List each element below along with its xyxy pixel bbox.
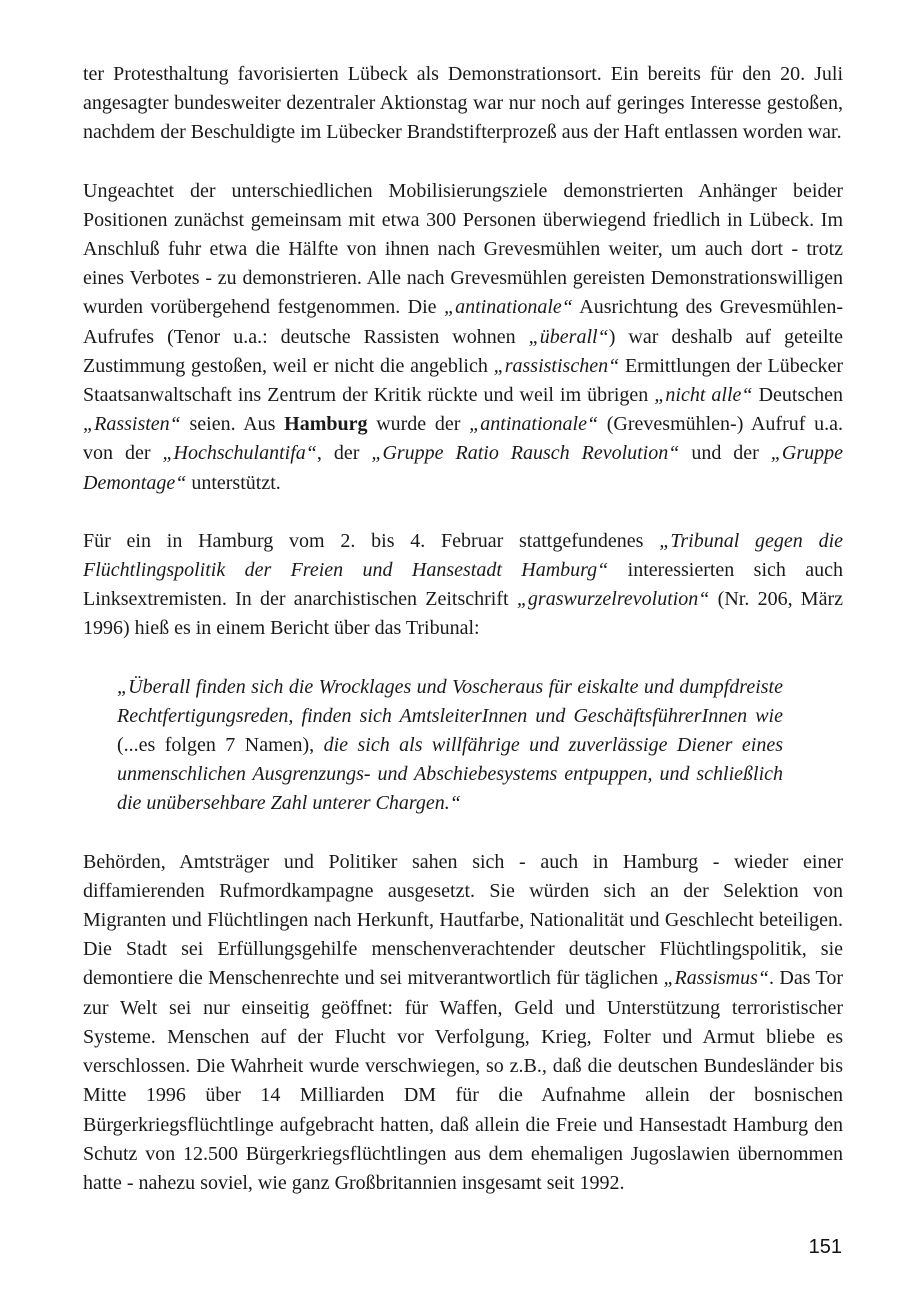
- emphasis-hochschulantifa: „Hochschulantifa“: [162, 442, 317, 465]
- emphasis-rassismus: „Rassismus“: [663, 967, 770, 990]
- emphasis-rassisten: „Rassisten“: [83, 413, 181, 436]
- page-number: 151: [808, 1236, 842, 1258]
- emphasis-antinationale-2: „antinationale“: [469, 413, 599, 436]
- emphasis-graswurzelrevolution: „graswurzelrevolution“: [516, 588, 710, 611]
- paragraph-protest-location: ter Protesthaltung favorisierten Lübeck als Demonstrationsort. Ein bereits für den 20. Juli angesagter bundesweiter dezentraler Aktionstag war nur noch auf geringes Interesse gestoßen, nachdem der Beschuldigte im Lübecker Brandstifterprozeß aus der Haft entlassen worden war.: [83, 63, 843, 144]
- emphasis-rassistischen: „rassistischen“: [493, 354, 620, 377]
- emphasis-gruppe-ratio: „Gruppe Ratio Rausch Revolution“: [371, 442, 680, 465]
- bold-hamburg: Hamburg: [284, 413, 368, 436]
- paragraph-demonstration-luebeck: Ungeachtet der unterschiedlichen Mobilisierungsziele demonstrierten Anhänger beider Positionen zunächst gemeinsam mit etwa 300 Personen überwiegend friedlich in Lübeck. Im Anschluß fuhr etwa die Hälfte von ihnen nach Grevesmühlen weiter, um auch dort - trotz eines Verbotes - zu demonstrieren. Alle nach Grevesmühlen gereisten Demonstrationswilligen wurden vorübergehend festgenommen. Die „antinationale“ Ausrichtung des Grevesmühlen-Aufrufes (Tenor u.a.: deutsche Rassisten wohnen „überall“) war deshalb auf geteilte Zustimmung gestoßen, weil er nicht die angeblich „rassistischen“ Ermittlungen der Lübecker Staatsanwaltschaft ins Zentrum der Kritik rückte und weil im übrigen „nicht alle“ Deutschen „Rassisten“ seien. Aus Hamburg wurde der „antinationale“ (Grevesmühlen-) Aufruf u.a. von der „Hochschulantifa“, der „Gruppe Ratio Rausch Revolution“ und der „Gruppe Demontage“ unterstützt.: [83, 179, 843, 494]
- emphasis-gruppe-demontage: „Gruppe Demontage“: [83, 442, 843, 494]
- paragraph-rufmordkampagne: Behörden, Amtsträger und Politiker sahen sich - auch in Hamburg - wieder einer diffamierenden Rufmordkampagne ausgesetzt. Sie würden sich an der Selektion von Migranten und Flüchtlingen nach Herkunft, Hautfarbe, Nationalität und Geschlecht beteiligen. Die Stadt sei Erfüllungsgehilfe menschenverachtender deutscher Flüchtlingspolitik, sie demontiere die Menschenrechte und sei mitverantwortlich für täglichen „Rassismus“. Das Tor zur Welt sei nur einseitig geöffnet: für Waffen, Geld und Unterstützung terroristischer Systeme. Menschen auf der Flucht vor Verfolgung, Krieg, Folter und Armut bliebe es verschlossen. Die Wahrheit wurde verschwiegen, so z.B., daß die deutschen Bundesländer bis Mitte 1996 über 14 Milliarden DM für die Aufnahme allein der bosnischen Bürgerkriegsflüchtlinge aufgebracht hatten, daß allein die Freie und Hansestadt Hamburg den Schutz von 12.500 Bürgerkriegsflüchtlingen aus dem ehemaligen Jugoslawien übernommen hatte - nahezu soviel, wie ganz Großbritannien insgesamt seit 1992.: [83, 850, 843, 1194]
- emphasis-tribunal-title: „Tribunal gegen die Flüchtlingspolitik der Freien und Hansestadt Hamburg“: [83, 529, 843, 582]
- emphasis-nicht-alle: „nicht alle“: [654, 384, 753, 407]
- emphasis-antinationale: „antinationale“: [444, 296, 573, 319]
- emphasis-ueberall: „überall“: [528, 325, 609, 348]
- paragraph-tribunal: Für ein in Hamburg vom 2. bis 4. Februar stattgefundenes „Tribunal gegen die Flüchtlingspolitik der Freien und Hansestadt Hamburg“ interessierten sich auch Linksextremisten. In der anarchistischen Zeitschrift „graswurzelrevolution“ (Nr. 206, März 1996) hieß es in einem Bericht über das Tribunal:: [83, 529, 843, 640]
- block-quote: „Überall finden sich die Wrocklages und Voscheraus für eiskalte und dumpfdreiste Rechtfertigungsreden, finden sich AmtsleiterInnen und GeschäftsführerInnen wie (...es folgen 7 Namen), die sich als willfährige und zuverlässige Diener eines unmenschlichen Ausgrenzungs- und Abschiebesystems entpuppen, und schließlich die unübersehbare Zahl unterer Chargen.“: [117, 675, 784, 815]
- page-body: [83, 60, 843, 1198]
